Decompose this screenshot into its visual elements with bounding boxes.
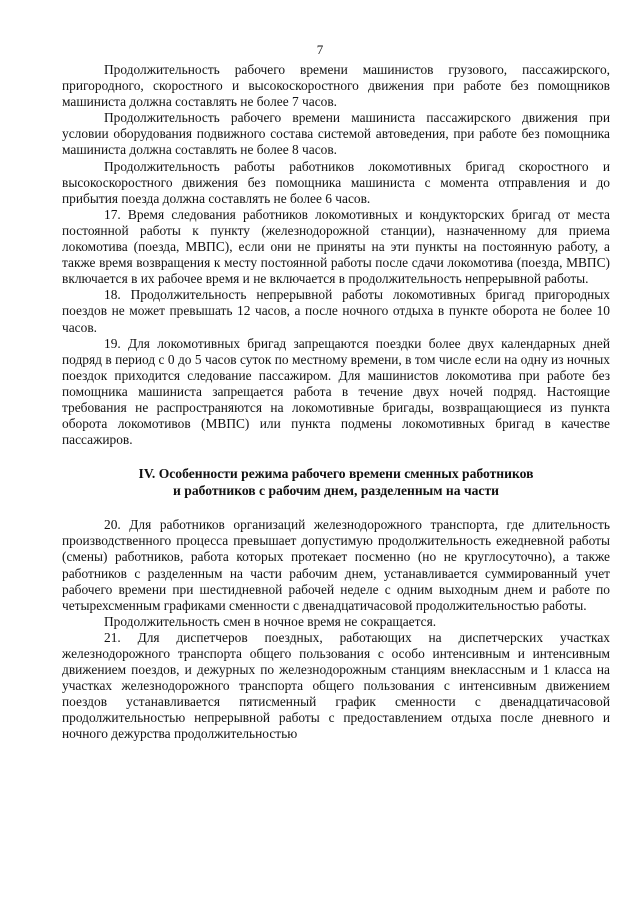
- paragraph-clause-21: 21. Для диспетчеров поездных, работающих на диспетчерских участках железнодорожного транспорта общего пользования с особо интенсивным и интенсивным движением поездов, и дежурных по железнодорожным станциям внеклассным и 1 класса на участках железнодорожного транспорта общего пользования с интенсивным движением поездов устанавливается пятисменный график сменности с двенадцатичасовой продолжительностью непрерывной работы с предоставлением отдыха после дневного и ночного дежурства продолжительностью: [62, 629, 610, 742]
- paragraph-night-shifts: Продолжительность смен в ночное время не сокращается.: [104, 613, 437, 629]
- paragraph-clause-20: 20. Для работников организаций железнодорожного транспорта, где длительность производственного процесса превышает допустимую продолжительность ежедневной работы (смены) работников, работа которых протекает посменно (но не круглосуточно), а также работников с разделенным на части рабочим днем, устанавливается суммированный учет рабочего времени при шестидневной рабочей неделе с одним выходным днем и работе по четырехсменным графиками сменности с двенадцатичасовой продолжительностью работы.: [62, 517, 610, 613]
- section-heading-line-2: и работников с рабочим днем, разделенным на части: [173, 483, 499, 499]
- paragraph-machinist-7-hours: Продолжительность рабочего времени машинистов грузового, пассажирского, пригородного, скоростного и высокоскоростного движения при работе без помощников машиниста должна составлять не более 7 часов.: [62, 62, 610, 110]
- paragraph-high-speed-6-hours: Продолжительность работы работников локомотивных бригад скоростного и высокоскоростного движения без помощника машиниста с момента отправления и до прибытия поезда должна составлять не более 6 часов.: [62, 158, 610, 206]
- paragraph-clause-19: 19. Для локомотивных бригад запрещаются поездки более двух календарных дней подряд в период с 0 до 5 часов суток по местному времени, в том числе если на одну из ночных поездок приходится следование пассажиром. Для машинистов локомотива при работе без помощника машиниста запрещается работа в течение двух ночей подряд. Настоящие требования не распространяются на локомотивные бригады, возвращающиеся из пункта оборота локомотивов (МВПС) или пункта подмены локомотивных бригад в качестве пассажиров.: [62, 335, 610, 448]
- section-heading-line-1: IV. Особенности режима рабочего времени сменных работников: [138, 466, 534, 482]
- paragraph-clause-17: 17. Время следования работников локомотивных и кондукторских бригад от места постоянной работы к пункту (железнодорожной станции), назначенному для приема локомотива (поезда, МВПС), если они не приняты на эти пункты на постоянную работу, а также время возвращения к месту постоянной работы после сдачи локомотива (поезда, МВПС) включается в их рабочее время и не включается в продолжительность непрерывной работы.: [62, 206, 610, 287]
- paragraph-machinist-8-hours: Продолжительность рабочего времени машиниста пассажирского движения при условии оборудования подвижного состава системой автоведения, при работе без помощника машиниста должна составлять не более 8 часов.: [62, 110, 610, 158]
- paragraph-clause-18: 18. Продолжительность непрерывной работы локомотивных бригад пригородных поездов не может превышать 12 часов, а после ночного отдыха в пункте оборота не более 10 часов.: [62, 287, 610, 335]
- section-heading: [62, 465, 610, 499]
- page-number: 7: [316, 42, 324, 57]
- page-body: [62, 62, 610, 743]
